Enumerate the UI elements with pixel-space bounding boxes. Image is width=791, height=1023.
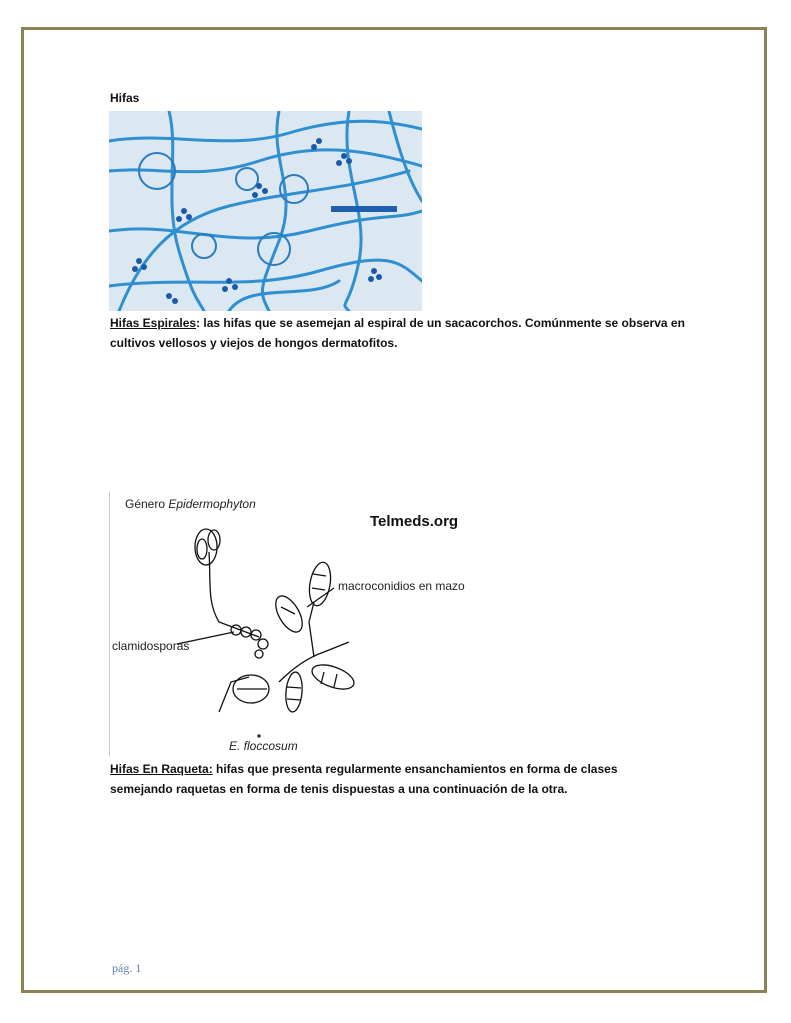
diagram-header: [125, 497, 256, 511]
paragraph-racquet-hyphae: [110, 759, 670, 799]
diagram-watermark: Telmeds.org: [370, 513, 459, 530]
label-chlamydospores: clamidosporas: [112, 639, 190, 653]
description-racquet-hyphae: hifas que presenta regularmente ensanchamientos en forma de clases semejando raquetas en forma de tenis dispuestas a una continuación de la otra.: [110, 762, 618, 796]
spiral-hyphae-photo: [109, 111, 422, 311]
description-spiral-hyphae: : las hifas que se asemejan al espiral de un sacacorchos. Comúnmente se observa en cultivos vellosos y viejos de hongos dermatofitos.: [110, 316, 685, 350]
paragraph-spiral-hyphae: [110, 313, 710, 353]
label-macroconidia: macroconidios en mazo: [338, 579, 465, 593]
page-title: Hifas: [110, 91, 140, 105]
term-spiral-hyphae: Hifas Espirales: [110, 316, 197, 330]
diagram-header-italic: Epidermophyton: [168, 497, 256, 511]
diagram-caption: E. floccosum: [229, 739, 298, 753]
page-number: pág. 1: [112, 961, 142, 975]
epidermophyton-diagram: [109, 492, 482, 756]
term-racquet-hyphae: Hifas En Raqueta:: [110, 762, 213, 776]
diagram-header-plain: Género: [125, 497, 169, 511]
